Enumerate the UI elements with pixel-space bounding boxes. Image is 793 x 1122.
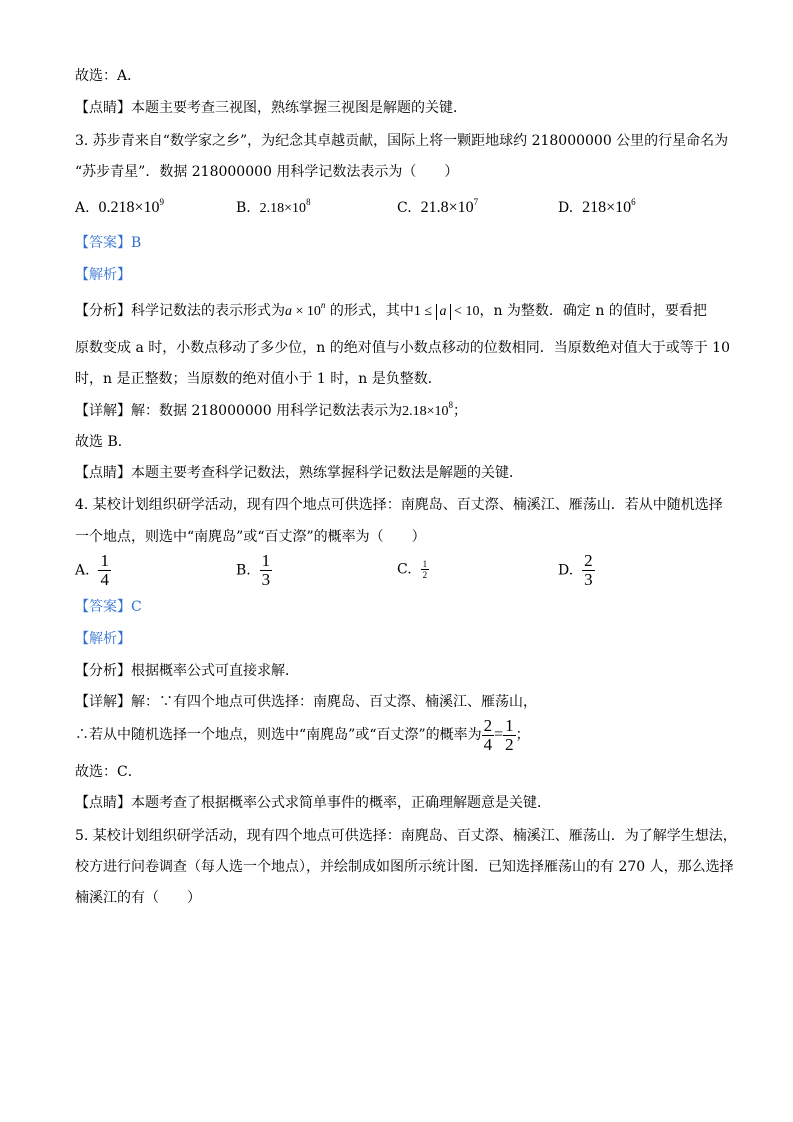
q3-option-c: C. $21.8\times 10^7$ [397,197,479,216]
q4-option-c: C. $\frac{1}{2}$ [397,559,428,580]
q4-option-a: A. $\frac{1}{4}$ [75,551,109,589]
q3-option-d: D. $218\times 10^6$ [558,197,636,216]
q4-stem-line2: 一个地点，则选中“南麂岛”或“百丈漈”的概率为（ ） [75,529,426,545]
q3-analysis-line2: 原数变成 a 时，小数点移动了多少位，n 的绝对值与小数点移动的位数相同．当原数绝对值大于或等于 10 [75,340,730,356]
q4-analysis: 【分析】根据概率公式可直接求解． [75,663,299,679]
q4-detail-line2: ∴若从中随机选择一个地点，则选中“南麂岛”或“百丈漈”的概率为 $\frac{2}{4}$ = $\frac{1}{2}$ ； [75,715,530,754]
q3-answer: 【答案】B [75,235,142,251]
q4-stem-line1: 4. 某校计划组织研学活动，现有四个地点可供选择：南麂岛、百丈漈、楠溪江、雁荡山．若从中随机选择 [75,497,723,513]
q4-choose: 故选：C． [75,764,142,780]
q4-detail-line1: 【详解】解：∵有四个地点可供选择：南麂岛、百丈漈、楠溪江、雁荡山， [75,694,537,710]
q3-choose: 故选 B． [75,434,132,450]
q3-stem-line1: 3. 苏步青来自“数学家之乡”，为纪念其卓越贡献，国际上将一颗距地球约 218000000 公里的行星命名为 [75,133,729,149]
choose-a-text: 故选：A． [75,68,142,84]
q3-detail: 【详解】解：数据 218000000 用科学记数法表示为$2.18\times 10^8$； [75,400,467,419]
q3-option-b: B. $2.18\times 10^8$ [236,197,311,216]
q3-stem-line2: “苏步青星”．数据 218000000 用科学记数法表示为（ ） [75,164,459,180]
q4-option-d: D. $\frac{2}{3}$ [558,551,593,589]
q3-jiexi-label: 【解析】 [75,267,131,283]
q4-answer: 【答案】C [75,599,142,615]
q3-dianjing: 【点睛】本题主要考查科学记数法，熟练掌握科学记数法是解题的关键． [75,465,523,481]
q3-option-a: A. $0.218\times 10^9$ [75,197,164,216]
q4-dianjing: 【点睛】本题考查了根据概率公式求简单事件的概率，正确理解题意是关键． [75,795,551,811]
q5-stem-line2: 校方进行问卷调查（每人选一个地点），并绘制成如图所示统计图．已知选择雁荡山的有 270 人，那么选择 [75,859,734,875]
q3-analysis-line1: 【分析】科学记数法的表示形式为$a \times 10^n$ 的形式，其中1 ≤ a < 10，n 为整数．确定 n 的值时，要看把 [75,300,707,319]
q3-analysis-line3: 时，n 是正整数；当原数的绝对值小于 1 时，n 是负整数． [75,371,442,387]
q4-option-b: B. $\frac{1}{3}$ [236,551,271,589]
q4-jiexi-label: 【解析】 [75,631,131,647]
q5-stem-line1: 5. 某校计划组织研学活动，现有四个地点可供选择：南麂岛、百丈漈、楠溪江、雁荡山．为了解学生想法， [75,828,737,844]
q5-stem-line3: 楠溪江的有（ ） [75,890,201,906]
q2-dianjing: 【点睛】本题主要考查三视图，熟练掌握三视图是解题的关键． [75,100,467,116]
